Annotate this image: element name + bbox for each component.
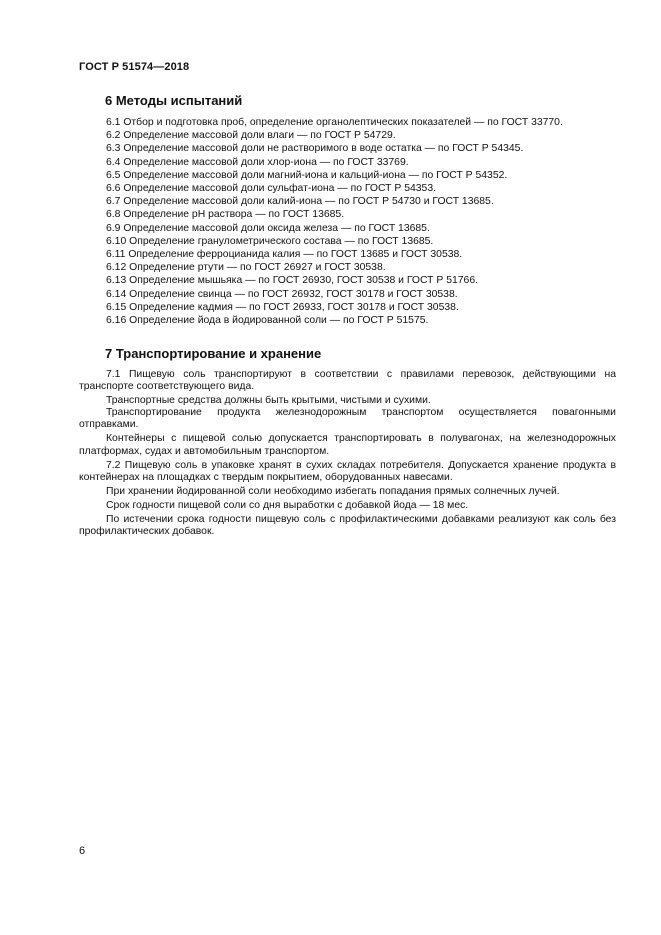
list-item: 6.11 Определение ферроцианида калия — по ГОСТ 13685 и ГОСТ 30538. [106, 249, 463, 261]
test-methods-list [106, 116, 616, 327]
list-item: 6.13 Определение мышьяка — по ГОСТ 26930, ГОСТ 30538 и ГОСТ Р 51766. [106, 275, 478, 287]
paragraph: При хранении йодированной соли необходимо избегать попадания прямых солнечных лучей. [106, 485, 560, 497]
paragraph: Транспортные средства должны быть крытыми, чистыми и сухими. [106, 395, 431, 407]
list-item: 6.2 Определение массовой доли влаги — по ГОСТ Р 54729. [106, 130, 396, 142]
paragraph: Срок годности пищевой соли со дня выработки с добавкой йода — 18 мес. [106, 499, 469, 511]
list-item: 6.12 Определение ртути — по ГОСТ 26927 и ГОСТ 30538. [106, 262, 386, 274]
section-7-body [79, 369, 616, 538]
section-6-title: 6 Методы испытаний [105, 93, 243, 108]
paragraph: 7.2 Пищевую соль в упаковке хранят в сухих складах потребителя. Допускается хранение продукта в контейнерах на площадках с твердым покрытием, оборудованных навесами. [79, 459, 616, 483]
paragraph: 7.1 Пищевую соль транспортируют в соответствии с правилами перевозок, действующими на транспорте соответствующего вида. [79, 369, 616, 393]
list-item: 6.8 Определение рН раствора — по ГОСТ 13685. [106, 209, 345, 221]
list-item: 6.16 Определение йода в йодированной соли — по ГОСТ Р 51575. [106, 315, 429, 327]
list-item: 6.7 Определение массовой доли калий-иона — по ГОСТ Р 54730 и ГОСТ 13685. [106, 196, 494, 208]
page-number: 6 [79, 845, 86, 857]
list-item: 6.15 Определение кадмия — по ГОСТ 26933, ГОСТ 30178 и ГОСТ 30538. [106, 301, 459, 313]
document-code-header: ГОСТ Р 51574—2018 [79, 61, 190, 73]
paragraph: По истечении срока годности пищевую соль с профилактическими добавками реализуют как соль без профилактических добавок. [79, 514, 616, 538]
section-7-title: 7 Транспортирование и хранение [105, 346, 322, 361]
list-item: 6.5 Определение массовой доли магний-иона и кальций-иона — по ГОСТ Р 54352. [106, 169, 508, 181]
list-item: 6.4 Определение массовой доли хлор-иона — по ГОСТ 33769. [106, 156, 409, 168]
list-item: 6.6 Определение массовой доли сульфат-иона — по ГОСТ Р 54353. [106, 183, 436, 195]
paragraph: Контейнеры с пищевой солью допускается транспортировать в полувагонах, на железнодорожных платформах, судах и автомобильным транспортом. [79, 433, 616, 457]
list-item: 6.3 Определение массовой доли не растворимого в воде остатка — по ГОСТ Р 54345. [106, 143, 524, 155]
list-item: 6.10 Определение гранулометрического состава — по ГОСТ 13685. [106, 235, 434, 247]
list-item: 6.1 Отбор и подготовка проб, определение органолептических показателей — по ГОСТ 33770. [106, 117, 563, 128]
list-item: 6.14 Определение свинца — по ГОСТ 26932, ГОСТ 30178 и ГОСТ 30538. [106, 288, 458, 300]
paragraph: Транспортирование продукта железнодорожным транспортом осуществляется повагонными отправками. [79, 407, 616, 431]
list-item: 6.9 Определение массовой доли оксида железа — по ГОСТ 13685. [106, 222, 430, 234]
